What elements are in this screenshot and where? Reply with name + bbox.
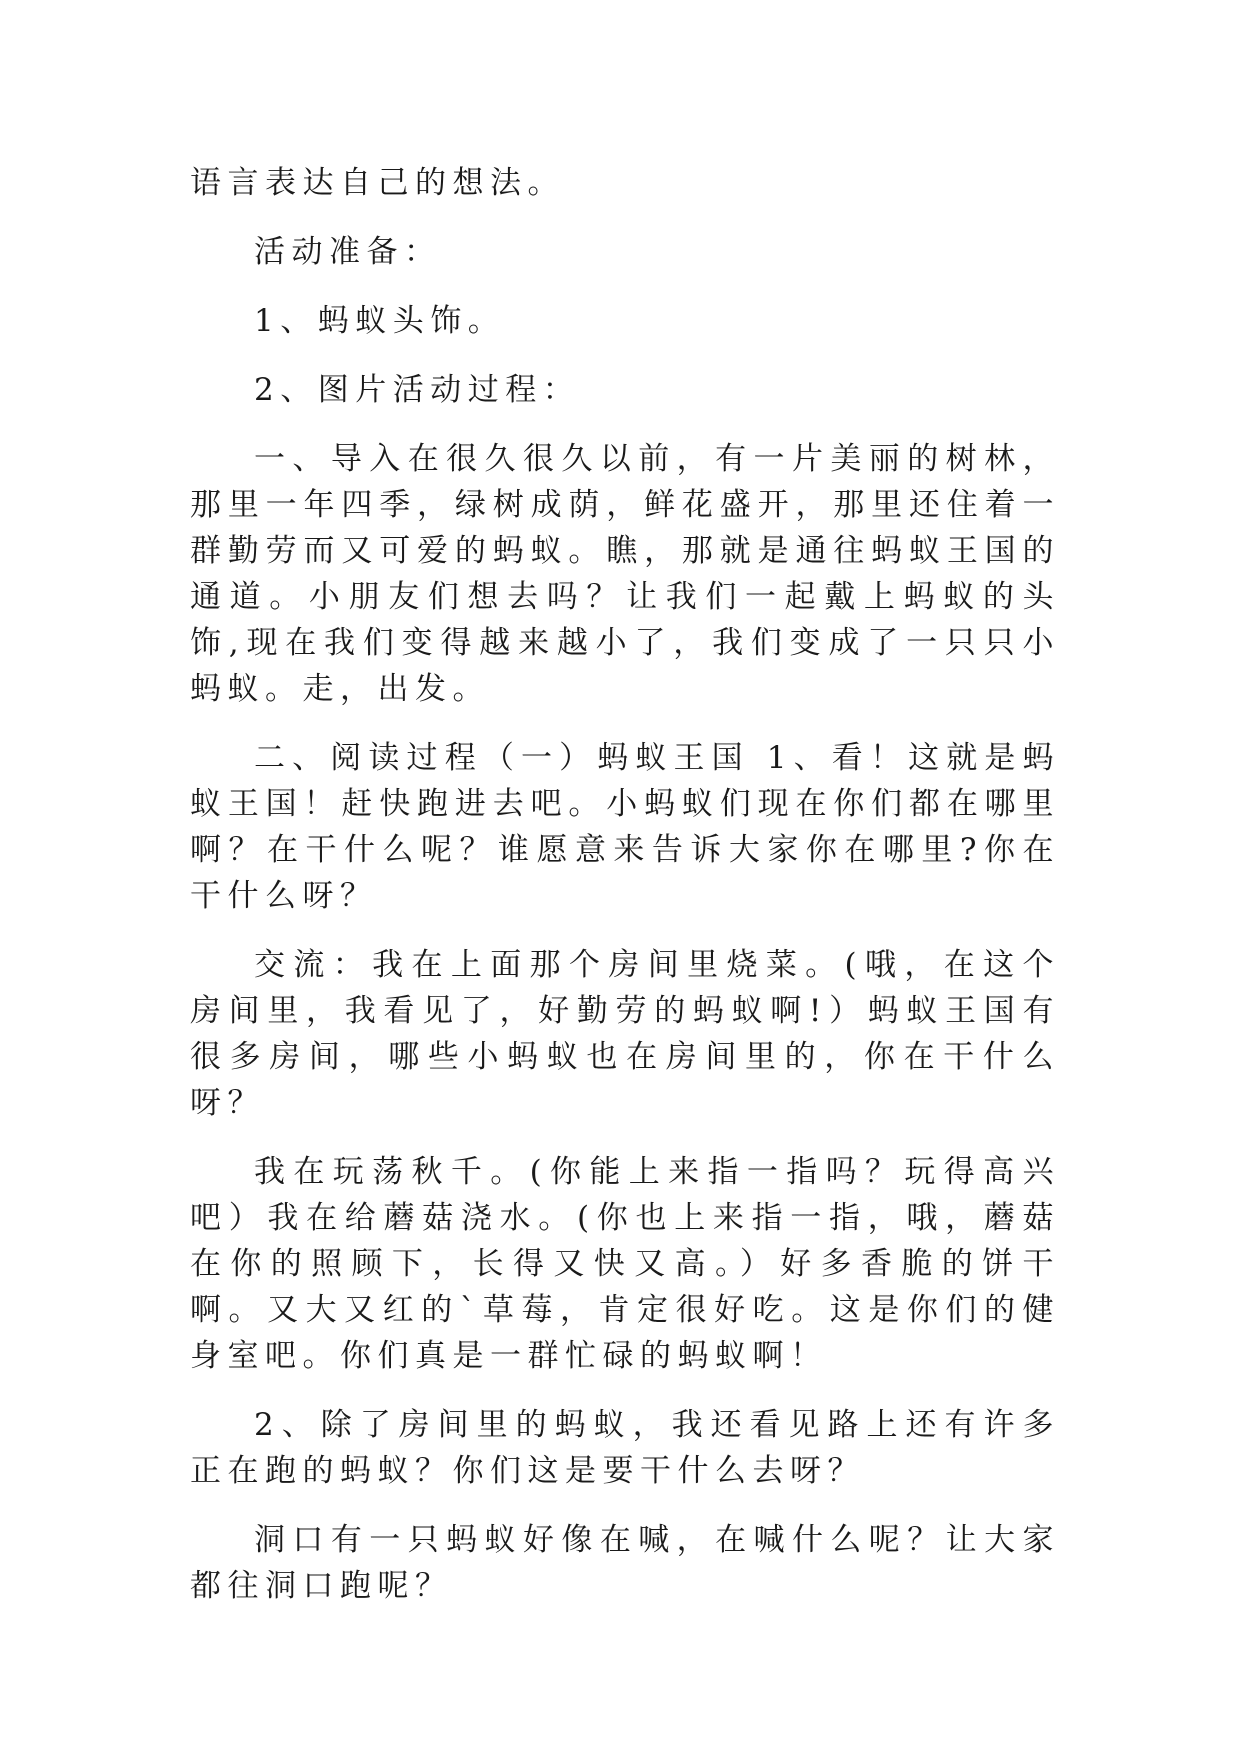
paragraph-10: 洞口有一只蚂蚁好像在喊，在喊什么呢？让大家都往洞口跑呢？ <box>190 1522 1060 1604</box>
paragraph-4: 2、图片活动过程： <box>254 372 581 408</box>
paragraph-6: 二、阅读过程（一）蚂蚁王国 1、看！这就是蚂蚁王国！赶快跑进去吧。小蚂蚁们现在你们都在哪里啊？在干什么呢？谁愿意来告诉大家你在哪里?你在干什么呀？ <box>190 740 1060 914</box>
paragraph-8: 我在玩荡秋千。(你能上来指一指吗？玩得高兴吧）我在给蘑菇浇水。(你也上来指一指，哦，蘑菇在你的照顾下，长得又快又高。）好多香脆的饼干啊。又大又红的`草莓，肯定很好吃。这是你们的健身室吧。你们真是一群忙碌的蚂蚁啊！ <box>190 1154 1060 1374</box>
paragraph-2: 活动准备： <box>254 234 442 270</box>
paragraph-5: 一、导入在很久很久以前，有一片美丽的树林，那里一年四季，绿树成荫，鲜花盛开，那里还住着一群勤劳而又可爱的蚂蚁。瞧，那就是通往蚂蚁王国的通道。小朋友们想去吗？让我们一起戴上蚂蚁的头饰,现在我们变得越来越小了，我们变成了一只只小蚂蚁。走，出发。 <box>190 441 1060 707</box>
paragraph-3: 1、蚂蚁头饰。 <box>254 303 506 339</box>
paragraph-1: 语言表达自己的想法。 <box>190 165 565 201</box>
document-body <box>190 160 1060 1632</box>
paragraph-7: 交流：我在上面那个房间里烧菜。(哦，在这个房间里，我看见了，好勤劳的蚂蚁啊!）蚂蚁王国有很多房间，哪些小蚂蚁也在房间里的，你在干什么呀？ <box>190 947 1060 1121</box>
paragraph-9: 2、除了房间里的蚂蚁，我还看见路上还有许多正在跑的蚂蚁？你们这是要干什么去呀？ <box>190 1407 1060 1489</box>
